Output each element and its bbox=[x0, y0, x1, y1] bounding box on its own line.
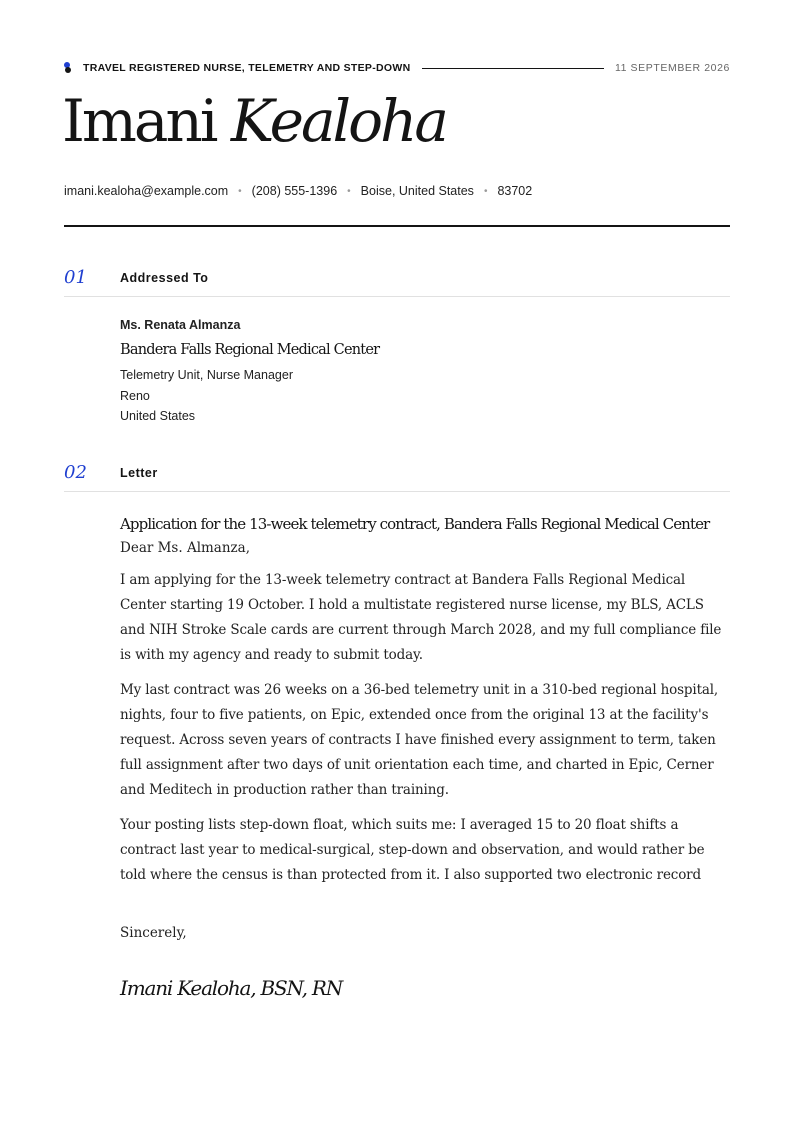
role-title: TRAVEL REGISTERED NURSE, TELEMETRY AND STEP-DOWN bbox=[83, 62, 411, 74]
header-eyebrow bbox=[64, 61, 730, 75]
letter-date: 11 SEPTEMBER 2026 bbox=[614, 62, 730, 74]
letter-paragraph: Your posting lists step-down float, which suits me: I averaged 15 to 20 float shifts a contract last year to medical-surgical, step-down and observation, and would rather be told where the census is than protected from it. I also supported two electronic record bbox=[120, 817, 705, 883]
applicant-name bbox=[62, 87, 446, 155]
contact-line bbox=[64, 184, 532, 198]
section-divider bbox=[64, 491, 730, 492]
recipient-organization: Bandera Falls Regional Medical Center bbox=[120, 342, 380, 358]
header-rule bbox=[64, 225, 730, 227]
section-title: Addressed To bbox=[120, 271, 209, 285]
letter-paragraph: My last contract was 26 weeks on a 36-bed telemetry unit in a 310-bed regional hospital, nights, four to five patients, on Epic, extended once from the original 13 at the facility's request. Across seven years of contracts I have finished every assignment to term, taken full assignment after two days of unit orientation each time, and charted in Epic, Cerner and Meditech in production rather than training. bbox=[120, 682, 719, 798]
letter-closing: Sincerely, bbox=[120, 925, 187, 941]
separator-dot: • bbox=[347, 185, 351, 197]
letter-paragraph: I am applying for the 13-week telemetry contract at Bandera Falls Regional Medical Center starting 19 October. I hold a multistate registered nurse license, my BLS, ACLS and NIH Stroke Scale cards are current through March 2028, and my full compliance file is with my agency and ready to submit today. bbox=[120, 572, 722, 663]
section-number: 01 bbox=[64, 267, 87, 288]
letter-subject: Application for the 13-week telemetry contract, Bandera Falls Regional Medical Center bbox=[120, 515, 710, 533]
section-number: 02 bbox=[64, 462, 87, 483]
separator-dot: • bbox=[238, 185, 242, 197]
section-title: Letter bbox=[120, 466, 158, 480]
letter-signature: Imani Kealoha, BSN, RN bbox=[120, 976, 343, 1000]
contact-email[interactable]: imani.kealoha@example.com bbox=[64, 184, 229, 198]
separator-dot: • bbox=[483, 185, 488, 197]
first-name: Imani bbox=[62, 87, 216, 155]
recipient-block bbox=[120, 318, 730, 427]
contact-phone[interactable]: (208) 555-1396 bbox=[251, 184, 338, 198]
accent-dot-icon bbox=[64, 62, 74, 74]
last-name: Kealoha bbox=[230, 87, 446, 155]
recipient-country: United States bbox=[120, 409, 196, 423]
letter-salutation: Dear Ms. Almanza, bbox=[120, 540, 251, 556]
header-divider bbox=[422, 68, 603, 69]
contact-location: Boise, United States bbox=[360, 184, 474, 198]
recipient-department: Telemetry Unit, Nurse Manager bbox=[120, 368, 293, 382]
recipient-city: Reno bbox=[120, 388, 150, 403]
section-divider bbox=[64, 296, 730, 297]
recipient-name: Ms. Renata Almanza bbox=[120, 318, 241, 332]
contact-postal: 83702 bbox=[497, 184, 533, 198]
letter-body bbox=[120, 514, 730, 888]
